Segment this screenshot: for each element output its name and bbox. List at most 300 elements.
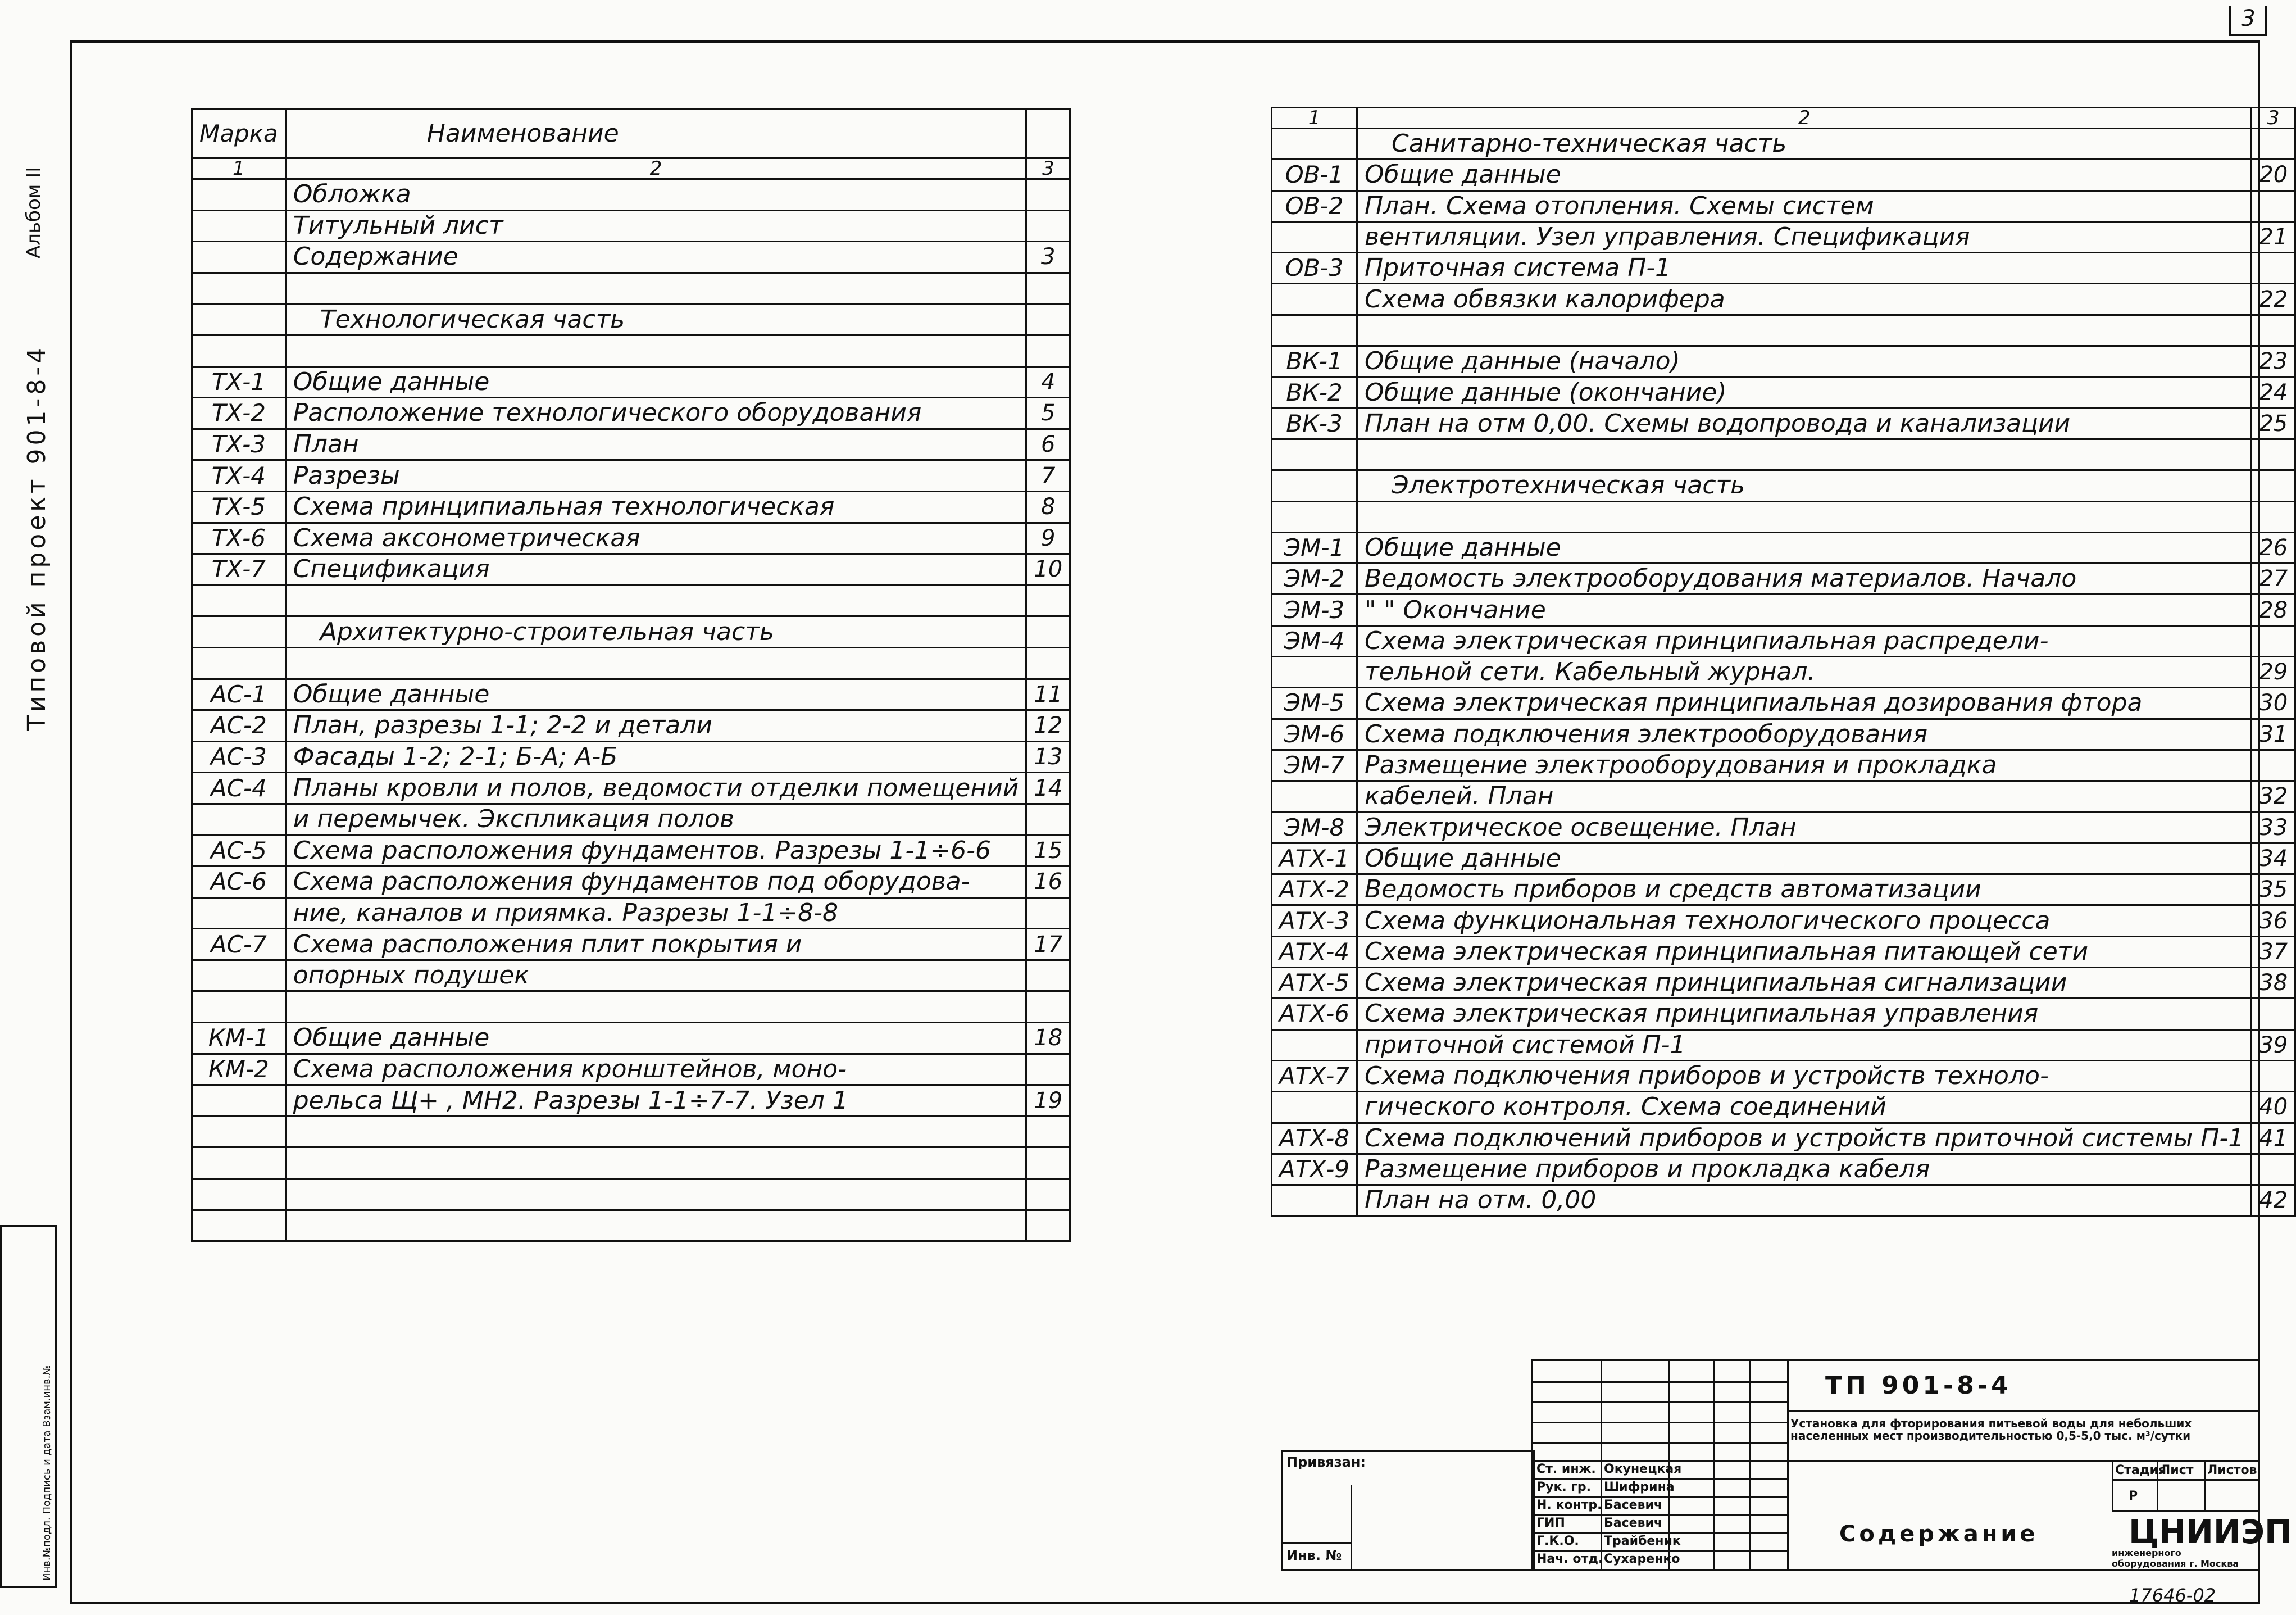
row-sheet: [2252, 129, 2295, 160]
row-mark: ОВ-2: [1272, 190, 1357, 221]
column-number: 3: [2252, 108, 2295, 129]
row-sheet: 19: [1026, 1085, 1070, 1117]
row-sheet: [2252, 625, 2295, 656]
row-mark: [1272, 470, 1357, 501]
table-row: [192, 210, 1070, 242]
table-row: [1272, 160, 2295, 190]
row-name: Общие данные: [285, 679, 1026, 710]
row-name: Схема электрическая принципиальная дозирования фтора: [1357, 688, 2252, 719]
row-sheet: [1026, 585, 1070, 616]
row-name: План на отм 0,00. Схемы водопровода и канализации: [1357, 408, 2252, 439]
row-name: Схема электрическая принципиальная управления: [1357, 999, 2252, 1029]
table-row: [192, 398, 1070, 429]
row-mark: АТХ-8: [1272, 1123, 1357, 1154]
row-name: Электротехническая часть: [1357, 470, 2252, 501]
row-sheet: 33: [2252, 812, 2295, 843]
row-name: Схема подключений приборов и устройств приточной системы П-1: [1357, 1123, 2252, 1154]
row-sheet: 40: [2252, 1092, 2295, 1123]
header-name: Наименование: [285, 109, 1026, 158]
row-name: [285, 1210, 1026, 1241]
row-name: Размещение приборов и прокладка кабеля: [1357, 1154, 2252, 1185]
row-sheet: 29: [2252, 657, 2295, 688]
table-row: [192, 273, 1070, 304]
row-mark: АТХ-9: [1272, 1154, 1357, 1185]
name-3: Басевич: [1604, 1498, 1663, 1512]
row-name: Общие данные (начало): [1357, 346, 2252, 377]
row-sheet: [2252, 315, 2295, 346]
table-row: [192, 897, 1070, 929]
document-title: Содержание: [1839, 1521, 2039, 1547]
table-row: [192, 960, 1070, 991]
row-name: [1357, 439, 2252, 470]
row-sheet: 36: [2252, 905, 2295, 936]
row-mark: АС-1: [192, 679, 286, 710]
row-mark: [192, 210, 286, 242]
table-row: [192, 429, 1070, 460]
row-name: Расположение технологического оборудования: [285, 398, 1026, 429]
row-name: Размещение электрооборудования и прокладка: [1357, 750, 2252, 781]
table-row: [1272, 129, 2295, 160]
row-sheet: 13: [1026, 741, 1070, 773]
table-row: [192, 929, 1070, 960]
row-sheet: 26: [2252, 532, 2295, 563]
row-name: тельной сети. Кабельный журнал.: [1357, 657, 2252, 688]
row-name: Титульный лист: [285, 210, 1026, 242]
row-name: Общие данные: [285, 366, 1026, 398]
row-mark: АТХ-4: [1272, 936, 1357, 967]
row-name: План. Схема отопления. Схемы систем: [1357, 190, 2252, 221]
row-sheet: 42: [2252, 1185, 2295, 1216]
table-row: [192, 335, 1070, 366]
row-sheet: 28: [2252, 595, 2295, 625]
row-name: Общие данные: [1357, 843, 2252, 874]
row-sheet: [1026, 1147, 1070, 1179]
table-row: [1272, 1092, 2295, 1123]
row-mark: [1272, 1092, 1357, 1123]
table-row: [192, 741, 1070, 773]
row-sheet: 21: [2252, 221, 2295, 252]
row-sheet: [2252, 999, 2295, 1029]
table-row: [1272, 719, 2295, 750]
row-mark: АТХ-3: [1272, 905, 1357, 936]
role-2: Рук. гр.: [1536, 1480, 1592, 1494]
row-mark: [192, 991, 286, 1023]
row-name: План на отм. 0,00: [1357, 1185, 2252, 1216]
table-row: [1272, 595, 2295, 625]
table-row: [192, 554, 1070, 586]
row-sheet: [1026, 1054, 1070, 1085]
table-row: [192, 1054, 1070, 1085]
table-row: [1272, 657, 2295, 688]
row-mark: ОВ-1: [1272, 160, 1357, 190]
row-mark: ЭМ-5: [1272, 688, 1357, 719]
organization-subtitle: инженерного оборудования г. Москва: [2112, 1548, 2239, 1569]
row-mark: ТХ-6: [192, 523, 286, 554]
table-row: [192, 1210, 1070, 1241]
row-name: Схема обвязки калорифера: [1357, 284, 2252, 315]
row-sheet: [2252, 1060, 2295, 1091]
role-4: ГИП: [1536, 1516, 1565, 1530]
row-sheet: [1026, 273, 1070, 304]
row-name: Схема электрическая принципиальная распредели-: [1357, 625, 2252, 656]
row-sheet: 16: [1026, 867, 1070, 898]
row-name: Схема расположения плит покрытия и: [285, 929, 1026, 960]
header-sheet: [1026, 109, 1070, 158]
row-sheet: 34: [2252, 843, 2295, 874]
row-sheet: [2252, 439, 2295, 470]
left-contents-table: [191, 108, 1071, 1242]
row-sheet: [1026, 1116, 1070, 1147]
row-name: Схема электрическая принципиальная сигнализации: [1357, 968, 2252, 999]
role-1: Ст. инж.: [1536, 1462, 1596, 1476]
name-4: Басевич: [1604, 1516, 1663, 1530]
row-mark: ЭМ-6: [1272, 719, 1357, 750]
row-mark: ЭМ-2: [1272, 564, 1357, 595]
table-row: [192, 867, 1070, 898]
row-mark: [1272, 129, 1357, 160]
table-row: [192, 585, 1070, 616]
table-row: [192, 366, 1070, 398]
row-mark: ЭМ-4: [1272, 625, 1357, 656]
row-name: Ведомость приборов и средств автоматизации: [1357, 874, 2252, 905]
row-name: Обложка: [285, 179, 1026, 211]
row-sheet: [1026, 304, 1070, 335]
table-row: [1272, 1185, 2295, 1216]
table-row: [192, 991, 1070, 1023]
table-row: [1272, 346, 2295, 377]
row-mark: [192, 1147, 286, 1179]
table-row: [192, 710, 1070, 742]
table-row: [192, 1147, 1070, 1179]
table-row: [1272, 999, 2295, 1029]
table-row: [192, 804, 1070, 835]
table-row: [192, 1023, 1070, 1054]
sheets-label: Листов: [2207, 1463, 2257, 1477]
row-mark: ТХ-2: [192, 398, 286, 429]
row-sheet: 7: [1026, 460, 1070, 492]
row-name: вентиляции. Узел управления. Спецификация: [1357, 221, 2252, 252]
table-row: [192, 616, 1070, 648]
row-mark: [192, 960, 286, 991]
row-sheet: 30: [2252, 688, 2295, 719]
row-mark: [192, 304, 286, 335]
row-sheet: [1026, 804, 1070, 835]
row-name: Общие данные (окончание): [1357, 377, 2252, 408]
table-row: [192, 491, 1070, 523]
row-mark: ТХ-4: [192, 460, 286, 492]
binding-label: Привязан:: [1286, 1454, 1366, 1470]
row-name: " " Окончание: [1357, 595, 2252, 625]
row-sheet: 27: [2252, 564, 2295, 595]
row-name: Планы кровли и полов, ведомости отделки помещений: [285, 773, 1026, 804]
row-name: [285, 647, 1026, 679]
row-mark: [1272, 657, 1357, 688]
row-mark: ТХ-1: [192, 366, 286, 398]
table-row: [1272, 284, 2295, 315]
row-mark: ТХ-7: [192, 554, 286, 586]
row-mark: [192, 616, 286, 648]
row-sheet: 6: [1026, 429, 1070, 460]
row-mark: АС-4: [192, 773, 286, 804]
row-name: Схема расположения фундаментов. Разрезы 1-1÷6-6: [285, 835, 1026, 867]
row-mark: [192, 335, 286, 366]
sheet-label: Лист: [2160, 1463, 2194, 1477]
row-mark: [192, 273, 286, 304]
row-name: Схема подключения приборов и устройств техноло-: [1357, 1060, 2252, 1091]
row-name: План: [285, 429, 1026, 460]
row-sheet: 3: [1026, 242, 1070, 273]
table-row: [192, 773, 1070, 804]
row-sheet: [1026, 1179, 1070, 1210]
table-row: [1272, 470, 2295, 501]
row-mark: [192, 1116, 286, 1147]
project-code: ТП 901-8-4: [1825, 1371, 2012, 1400]
row-mark: [192, 804, 286, 835]
row-sheet: [2252, 501, 2295, 532]
table-row: [1272, 501, 2295, 532]
row-sheet: 4: [1026, 366, 1070, 398]
binding-block: [1281, 1450, 1535, 1571]
stage-label: Стадия: [2115, 1463, 2167, 1477]
row-mark: ВК-2: [1272, 377, 1357, 408]
column-number: 2: [285, 158, 1026, 179]
table-row: [192, 1085, 1070, 1117]
table-row: [1272, 936, 2295, 967]
table-row: [1272, 377, 2295, 408]
row-mark: [1272, 781, 1357, 812]
row-sheet: 41: [2252, 1123, 2295, 1154]
row-mark: [1272, 501, 1357, 532]
row-sheet: 15: [1026, 835, 1070, 867]
table-row: [1272, 1060, 2295, 1091]
row-mark: ТХ-3: [192, 429, 286, 460]
row-mark: [1272, 1029, 1357, 1060]
row-sheet: 12: [1026, 710, 1070, 742]
row-name: и перемычек. Экспликация полов: [285, 804, 1026, 835]
row-sheet: 39: [2252, 1029, 2295, 1060]
name-1: Окунецкая: [1604, 1462, 1682, 1476]
row-name: Общие данные: [1357, 532, 2252, 563]
table-row: [192, 835, 1070, 867]
row-sheet: [1026, 210, 1070, 242]
row-name: гического контроля. Схема соединений: [1357, 1092, 2252, 1123]
row-mark: АТХ-1: [1272, 843, 1357, 874]
row-mark: АТХ-5: [1272, 968, 1357, 999]
table-row: [1272, 1029, 2295, 1060]
row-name: Архитектурно-строительная часть: [285, 616, 1026, 648]
table-row: [192, 679, 1070, 710]
row-name: Общие данные: [285, 1023, 1026, 1054]
table-row: [192, 523, 1070, 554]
row-sheet: 18: [1026, 1023, 1070, 1054]
table-row: [1272, 812, 2295, 843]
table-row: [1272, 843, 2295, 874]
table-row: [1272, 1123, 2295, 1154]
table-row: [192, 460, 1070, 492]
row-sheet: 24: [2252, 377, 2295, 408]
row-name: приточной системой П-1: [1357, 1029, 2252, 1060]
row-name: Схема расположения кронштейнов, моно-: [285, 1054, 1026, 1085]
row-sheet: [2252, 1154, 2295, 1185]
column-number: 2: [1357, 108, 2252, 129]
row-sheet: 11: [1026, 679, 1070, 710]
row-mark: [192, 1179, 286, 1210]
organization-name: ЦНИИЭП: [2129, 1513, 2292, 1551]
row-mark: ЭМ-7: [1272, 750, 1357, 781]
row-name: [1357, 315, 2252, 346]
row-mark: АТХ-6: [1272, 999, 1357, 1029]
row-name: ние, каналов и приямка. Разрезы 1-1÷8-8: [285, 897, 1026, 929]
role-6: Нач. отд.: [1536, 1552, 1603, 1566]
archive-number: 17646-02: [2129, 1585, 2216, 1606]
sheet-number: 3: [2229, 6, 2267, 36]
row-sheet: 5: [1026, 398, 1070, 429]
inventory-label: Инв. №: [1286, 1548, 1342, 1563]
row-sheet: 32: [2252, 781, 2295, 812]
right-contents-table: [1271, 107, 2296, 1217]
row-name: Схема электрическая принципиальная питающей сети: [1357, 936, 2252, 967]
table-row: [1272, 625, 2295, 656]
table-row: [192, 1179, 1070, 1210]
side-strip-text: Инв.№подл. Подпись и дата Взам.инв.№: [41, 1364, 53, 1581]
row-sheet: [1026, 179, 1070, 211]
row-name: Ведомость электрооборудования материалов. Начало: [1357, 564, 2252, 595]
row-name: План, разрезы 1-1; 2-2 и детали: [285, 710, 1026, 742]
row-name: кабелей. План: [1357, 781, 2252, 812]
row-mark: АТХ-2: [1272, 874, 1357, 905]
row-sheet: [2252, 190, 2295, 221]
row-mark: ТХ-5: [192, 491, 286, 523]
object-title: Установка для фторирования питьевой воды для небольших населенных мест производительностью 0,5-5,0 тыс. м³/сутки: [1790, 1417, 2192, 1442]
row-name: рельса Щ+ , МН2. Разрезы 1-1÷7-7. Узел 1: [285, 1085, 1026, 1117]
row-mark: [1272, 221, 1357, 252]
table-row: [1272, 315, 2295, 346]
row-name: Фасады 1-2; 2-1; Б-А; А-Б: [285, 741, 1026, 773]
row-name: Схема функциональная технологического процесса: [1357, 905, 2252, 936]
row-mark: АС-3: [192, 741, 286, 773]
row-sheet: [1026, 335, 1070, 366]
table-row: [192, 304, 1070, 335]
table-row: [1272, 532, 2295, 563]
row-sheet: [1026, 991, 1070, 1023]
row-mark: [1272, 1185, 1357, 1216]
row-sheet: 22: [2252, 284, 2295, 315]
header-mark: Марка: [192, 109, 286, 158]
table-row: [1272, 688, 2295, 719]
row-sheet: 9: [1026, 523, 1070, 554]
row-name: [1357, 501, 2252, 532]
row-name: [285, 991, 1026, 1023]
row-sheet: [1026, 647, 1070, 679]
row-name: [285, 273, 1026, 304]
table-row: [1272, 968, 2295, 999]
row-sheet: [1026, 960, 1070, 991]
row-sheet: 14: [1026, 773, 1070, 804]
row-name: Содержание: [285, 242, 1026, 273]
row-mark: [192, 647, 286, 679]
row-sheet: [2252, 253, 2295, 284]
table-row: [1272, 253, 2295, 284]
row-sheet: 35: [2252, 874, 2295, 905]
role-5: Г.К.О.: [1536, 1534, 1579, 1548]
row-name: Схема аксонометрическая: [285, 523, 1026, 554]
table-row: [1272, 1154, 2295, 1185]
row-name: Схема расположения фундаментов под оборудова-: [285, 867, 1026, 898]
side-album: Альбом II: [22, 166, 45, 258]
table-row: [1272, 221, 2295, 252]
row-mark: [192, 1210, 286, 1241]
table-row: [1272, 408, 2295, 439]
row-mark: [192, 897, 286, 929]
row-sheet: 8: [1026, 491, 1070, 523]
row-sheet: 17: [1026, 929, 1070, 960]
row-mark: [192, 1085, 286, 1117]
role-3: Н. контр.: [1536, 1498, 1602, 1512]
row-sheet: 20: [2252, 160, 2295, 190]
row-name: Приточная система П-1: [1357, 253, 2252, 284]
table-row: [1272, 874, 2295, 905]
row-mark: ЭМ-3: [1272, 595, 1357, 625]
column-number-row: [1272, 108, 2295, 129]
side-project-title: Типовой проект 901-8-4: [22, 344, 51, 731]
table-row: [1272, 439, 2295, 470]
row-name: Схема принципиальная технологическая: [285, 491, 1026, 523]
row-name: Схема подключения электрооборудования: [1357, 719, 2252, 750]
name-5: Трайбеник: [1604, 1534, 1681, 1548]
row-mark: АС-6: [192, 867, 286, 898]
row-name: [285, 335, 1026, 366]
row-name: опорных подушек: [285, 960, 1026, 991]
stage-value: Р: [2129, 1489, 2138, 1503]
row-name: [285, 585, 1026, 616]
row-mark: [192, 179, 286, 211]
table-row: [1272, 190, 2295, 221]
row-sheet: [1026, 897, 1070, 929]
row-sheet: [2252, 750, 2295, 781]
column-number: 3: [1026, 158, 1070, 179]
name-2: Шифрина: [1604, 1480, 1675, 1494]
column-number: 1: [1272, 108, 1357, 129]
row-sheet: 25: [2252, 408, 2295, 439]
column-number-row: [192, 158, 1070, 179]
row-sheet: [1026, 1210, 1070, 1241]
row-mark: ВК-3: [1272, 408, 1357, 439]
row-sheet: [2252, 470, 2295, 501]
row-name: [285, 1116, 1026, 1147]
row-mark: КМ-2: [192, 1054, 286, 1085]
table-row: [1272, 905, 2295, 936]
table-row: [192, 179, 1070, 211]
row-mark: [1272, 439, 1357, 470]
row-mark: [1272, 284, 1357, 315]
table-row: [1272, 781, 2295, 812]
row-name: Спецификация: [285, 554, 1026, 586]
row-mark: АТХ-7: [1272, 1060, 1357, 1091]
row-name: Разрезы: [285, 460, 1026, 492]
row-mark: ЭМ-8: [1272, 812, 1357, 843]
row-sheet: 38: [2252, 968, 2295, 999]
row-sheet: 10: [1026, 554, 1070, 586]
name-6: Сухаренко: [1604, 1552, 1680, 1566]
row-sheet: 31: [2252, 719, 2295, 750]
column-number: 1: [192, 158, 286, 179]
row-mark: [192, 242, 286, 273]
row-mark: АС-7: [192, 929, 286, 960]
row-sheet: 23: [2252, 346, 2295, 377]
table-row: [192, 647, 1070, 679]
row-sheet: 37: [2252, 936, 2295, 967]
row-mark: ВК-1: [1272, 346, 1357, 377]
